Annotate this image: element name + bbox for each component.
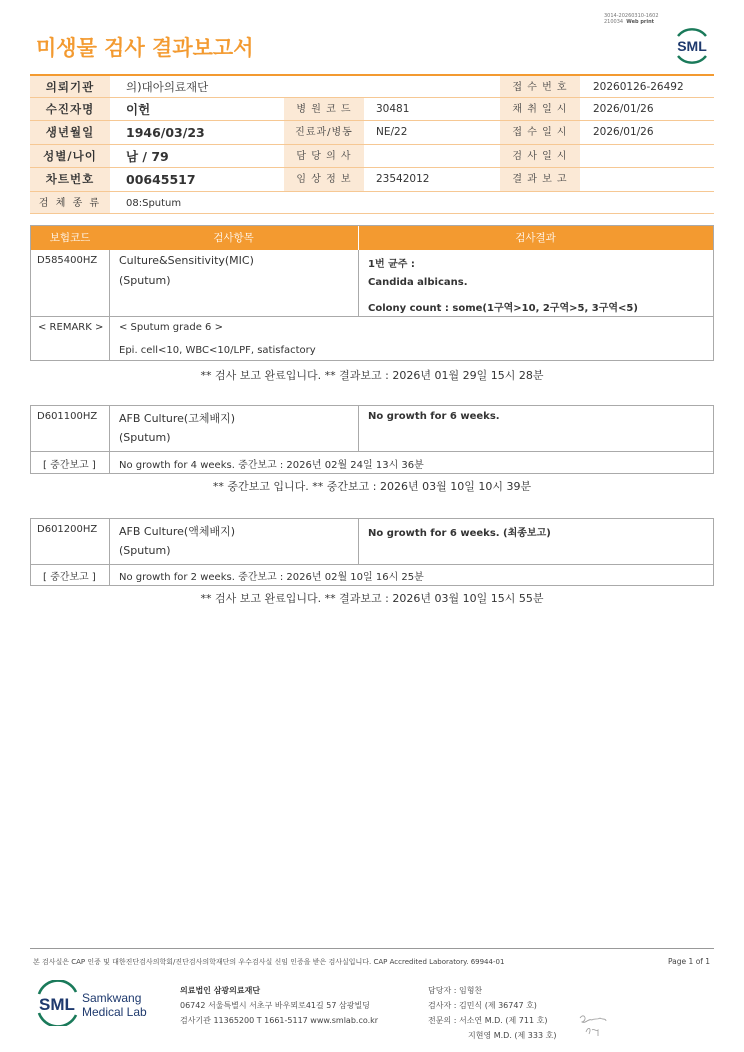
test3-interim: No growth for 2 weeks. 중간보고 : 2026년 02월 10일 16시 25분 xyxy=(119,572,424,583)
test1-code: D585400HZ xyxy=(37,255,98,266)
header-test-result: 검사결과 xyxy=(515,232,556,244)
remark-detail: Epi. cell<10, WBC<10/LPF, satisfactory xyxy=(119,345,316,356)
label-chart-no: 차트번호 xyxy=(30,168,110,191)
label-birthdate: 생년월일 xyxy=(30,121,110,144)
value-institution: 의)대아의료재단 xyxy=(126,80,209,94)
label-hospital-code: 병 원 코 드 xyxy=(284,98,364,121)
test2-result: No growth for 6 weeks. xyxy=(368,411,500,422)
result-table-header xyxy=(31,226,713,250)
samkwang-logo-abbr: SML xyxy=(39,995,75,1014)
value-specimen: 08:Sputum xyxy=(126,197,182,209)
report-title: 미생물 검사 결과보고서 xyxy=(36,36,254,60)
doc-id-line2 xyxy=(604,19,659,25)
page-number: Page 1 of 1 xyxy=(668,957,711,966)
result-table-2 xyxy=(30,405,714,474)
value-chart-no: 00645517 xyxy=(126,172,196,187)
label-doctor: 담 당 의 사 xyxy=(284,145,364,168)
info-row-institution xyxy=(30,74,714,98)
value-receive-date: 2026/01/26 xyxy=(593,126,654,138)
test3-status: ** 검사 보고 완료입니다. ** 결과보고 : 2026년 03월 10일 15시 55분 xyxy=(200,592,544,605)
label-result-report: 결 과 보 고 xyxy=(500,168,580,191)
info-row-birth xyxy=(30,121,714,145)
label-specimen: 검 체 종 류 xyxy=(30,192,110,213)
value-accession-no: 20260126-26492 xyxy=(593,81,684,93)
test1-result-strain: 1번 균주 : xyxy=(368,259,415,270)
test1-status: ** 검사 보고 완료입니다. ** 결과보고 : 2026년 01월 29일 15시 28분 xyxy=(200,369,544,382)
label-clinical-info: 임 상 정 보 xyxy=(284,168,364,191)
test2-item-specimen: (Sputum) xyxy=(119,431,171,444)
label-sex-age: 성별/나이 xyxy=(30,145,110,168)
staff-specialist2: 지현영 M.D. (제 333 호) xyxy=(468,1031,557,1040)
web-print-label: Web print xyxy=(626,19,655,25)
header-test-item: 검사항목 xyxy=(213,232,254,244)
doc-id-number: 210034 xyxy=(604,19,624,25)
label-dept-ward: 진료과/병동 xyxy=(284,121,364,144)
test1-item-specimen: (Sputum) xyxy=(119,274,171,287)
label-patient-name: 수진자명 xyxy=(30,98,110,121)
corp-contact: 검사기관 11365200 T 1661-5117 www.smlab.co.kr xyxy=(180,1016,379,1025)
staff-specialist1: 전문의 : 서소연 M.D. (제 711 호) xyxy=(428,1016,548,1025)
header-insurance-code: 보험코드 xyxy=(49,232,91,244)
result-table-3 xyxy=(30,518,714,586)
label-institution: 의뢰기관 xyxy=(30,76,110,97)
test3-item-name: AFB Culture(액체배지) xyxy=(119,525,236,538)
doc-id-line1: 3014-20260310-1602 xyxy=(604,13,659,19)
footer-divider xyxy=(30,948,714,949)
info-row-name xyxy=(30,98,714,122)
patient-info-table xyxy=(30,74,714,214)
value-clinical-info: 23542012 xyxy=(376,173,430,185)
samkwang-logo xyxy=(36,980,156,1026)
test2-item-name: AFB Culture(고체배지) xyxy=(119,412,236,425)
corporation-info xyxy=(180,983,378,1028)
staff-info xyxy=(428,983,556,1043)
value-sex-age: 남 / 79 xyxy=(126,148,169,164)
label-test-date: 검 사 일 시 xyxy=(500,145,580,168)
test2-interim-label: [ 중간보고 ] xyxy=(43,460,96,471)
corp-address: 06742 서울특별시 서초구 바우뫼로41길 57 삼광빌딩 xyxy=(180,1001,370,1010)
info-row-sex-age xyxy=(30,145,714,169)
remark-grade: < Sputum grade 6 > xyxy=(119,322,223,333)
value-birthdate: 1946/03/23 xyxy=(126,125,205,140)
test3-interim-label: [ 중간보고 ] xyxy=(43,572,96,583)
signature-image xyxy=(576,1008,610,1040)
info-row-chart xyxy=(30,168,714,192)
label-receive-date: 접 수 일 시 xyxy=(500,121,580,144)
document-id xyxy=(604,13,659,25)
test1-result-organism: Candida albicans. xyxy=(368,277,468,288)
test3-item-specimen: (Sputum) xyxy=(119,544,171,557)
value-dept-ward: NE/22 xyxy=(376,126,408,138)
sml-logo-text: SML xyxy=(677,38,707,54)
staff-tester: 검사자 : 김민식 (제 36747 호) xyxy=(428,1001,537,1010)
corp-name-text: 의료법인 삼광의료재단 xyxy=(180,986,261,995)
value-hospital-code: 30481 xyxy=(376,102,410,115)
test1-result-colony: Colony count : some(1구역>10, 2구역>5, 3구역<5) xyxy=(368,303,638,314)
test2-code: D601100HZ xyxy=(37,411,98,422)
info-row-specimen xyxy=(30,192,714,214)
label-collect-date: 채 취 일 시 xyxy=(500,98,580,121)
value-patient-name: 이헌 xyxy=(126,101,151,117)
corp-name xyxy=(180,983,378,998)
samkwang-logo-name2: Medical Lab xyxy=(82,1005,147,1019)
staff-manager: 담당자 : 임형찬 xyxy=(428,986,483,995)
sml-logo xyxy=(670,26,714,64)
samkwang-logo-name1: Samkwang xyxy=(82,991,142,1005)
value-collect-date: 2026/01/26 xyxy=(593,102,654,115)
test3-result: No growth for 6 weeks. (최종보고) xyxy=(368,528,551,539)
test2-interim: No growth for 4 weeks. 중간보고 : 2026년 02월 24일 13시 36분 xyxy=(119,460,424,471)
test3-code: D601200HZ xyxy=(37,524,98,535)
remark-label: < REMARK > xyxy=(38,322,104,333)
accreditation-note: 본 검사실은 CAP 인증 및 대한진단검사의학회/진단검사의학재단의 우수검사실 신임 인증을 받은 검사실입니다. CAP Accredited Laboratory. 69944-01 xyxy=(33,958,505,966)
test1-item-name: Culture&Sensitivity(MIC) xyxy=(119,254,254,267)
test2-status: ** 중간보고 입니다. ** 중간보고 : 2026년 03월 10일 10시 39분 xyxy=(212,480,532,493)
label-accession-no: 접 수 번 호 xyxy=(500,76,580,97)
result-table-1 xyxy=(30,225,714,361)
